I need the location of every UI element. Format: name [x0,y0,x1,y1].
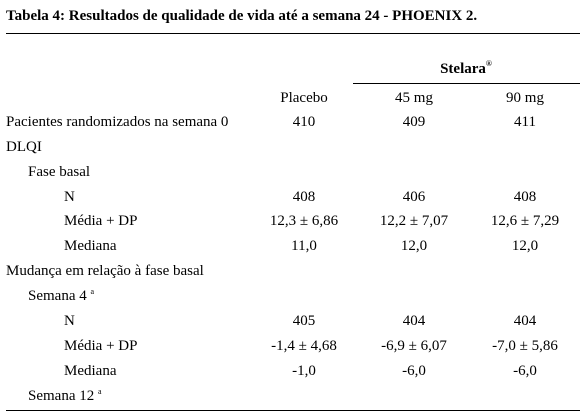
table-cell: 12,2 ± 7,07 [379,213,449,229]
table-cell: 411 [514,114,536,130]
row-label-week-4: Semana 4 $^a$ [28,287,95,304]
table-cell: -6,0 [402,363,426,379]
table-cell: 404 [402,313,426,329]
stelara-group-header [440,61,492,78]
column-header-90mg: 90 mg [506,90,544,106]
table-cell: 12,6 ± 7,29 [490,213,560,229]
column-header-45mg: 45 mg [395,90,433,106]
row-label-dlqi: DLQI [6,139,42,155]
row-label-mean-sd: Média + DP [64,338,138,354]
stelara-header-rule [353,83,580,84]
table-cell: 11,0 [291,238,317,254]
table-cell: -7,0 ± 5,86 [492,338,558,354]
table-cell: 410 [292,114,316,130]
row-label-n: N [64,189,75,205]
table-cell: -6,9 ± 6,07 [381,338,447,354]
table-cell: -1,4 ± 4,68 [271,338,337,354]
table-title: Tabela 4: Resultados de qualidade de vida até a semana 24 - PHOENIX 2. [6,8,478,24]
table-cell: -6,0 [513,363,537,379]
table-cell: 12,0 [511,238,539,254]
row-label-week-12: Semana 12 $^a$ [28,387,102,404]
title-divider [6,33,580,34]
row-label-baseline: Fase basal [28,164,91,180]
table-cell: 12,3 ± 6,86 [269,213,339,229]
table-cell: 408 [513,189,537,205]
row-label-median: Mediana [64,238,117,254]
registered-mark: ® [485,59,492,68]
table-cell: 404 [513,313,537,329]
footnote-marker: a [97,387,102,396]
row-label-change-from-baseline: Mudança em relação à fase basal [6,263,204,279]
table-bottom-rule [6,410,580,411]
row-label-n: N [64,313,75,329]
table-cell: 406 [402,189,426,205]
stelara-label: Stelara [440,61,486,77]
row-label-median: Mediana [64,363,117,379]
footnote-marker: a [90,287,95,296]
table-cell: 12,0 [400,238,428,254]
table-cell: 408 [292,189,316,205]
row-label-mean-sd: Média + DP [64,213,138,229]
table-cell: 409 [402,114,426,130]
table-cell: -1,0 [292,363,316,379]
table-cell: 405 [292,313,316,329]
row-label-randomized: Pacientes randomizados na semana 0 [6,114,229,130]
column-header-placebo: Placebo [280,90,328,106]
